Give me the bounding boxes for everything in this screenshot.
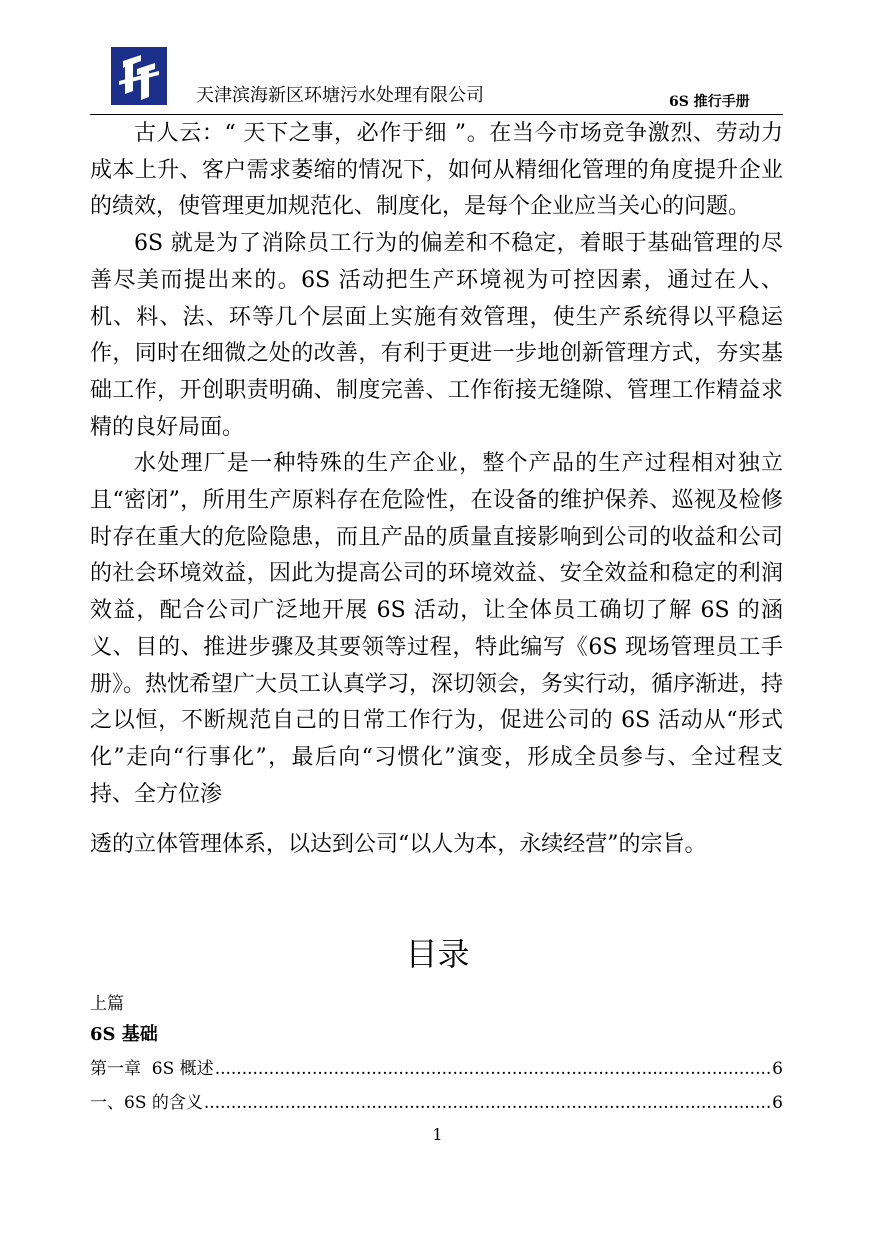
toc-entry-page: 6	[772, 1059, 783, 1079]
paragraph-conclusion: 透的立体管理体系，以达到公司“以人为本，永续经营”的宗旨。	[90, 832, 707, 858]
toc-entry-label: 第一章 6S 概述	[90, 1059, 214, 1079]
toc-part: 上篇	[90, 994, 124, 1014]
preface-text	[90, 116, 783, 864]
paragraph-water-plant: 水处理厂是一种特殊的生产企业，整个产品的生产过程相对独立且“密闭”，所用生产原料存在危险性，在设备的维护保养、巡视及检修时存在重大的危险隐患，而且产品的质量直接影响到公司的收益和公司的社会环境效益，因此为提高公司的环境效益、安全效益和稳定的利润效益，配合公司广泛地开展 6S 活动，让全体员工确切了解 6S 的涵义、目的、推进步骤及其要领等过程，特此编写《6S 现场管理员工手册》。热忱希望广大员工认真学习，深切领会，务实行动，循序渐进，持之以恒，不断规范自己的日常工作行为，促进公司的 6S 活动从“形式化”走向“行事化”，最后向“习惯化”演变，形成全员参与、全过程支持、全方位渗	[90, 451, 784, 807]
toc-entry-page: 6	[772, 1093, 783, 1113]
toc-leader-dots	[215, 1058, 771, 1080]
toc-title: 目录	[405, 935, 470, 973]
toc-entry[interactable]	[90, 1092, 783, 1114]
toc-entry[interactable]	[90, 1058, 783, 1080]
paragraph-intro: 古人云：“ 天下之事，必作于细 ”。在当今市场竞争激烈、劳动力成本上升、客户需求萎缩的情况下，如何从精细化管理的角度提升企业的绩效，使管理更加规范化、制度化，是每个企业应当关心的问题。	[90, 121, 783, 220]
toc-section: 6S 基础	[90, 1024, 158, 1045]
manual-title: 6S 推行手册	[669, 94, 750, 110]
paragraph-6s-purpose: 6S 就是为了消除员工行为的偏差和不稳定，着眼于基础管理的尽善尽美而提出来的。6S 活动把生产环境视为可控因素，通过在人、机、料、法、环等几个层面上实施有效管理，使生产系统得以平稳运作，同时在细微之处的改善，有利于更进一步地创新管理方式，夯实基础工作，开创职责明确、制度完善、工作衔接无缝隙、管理工作精益求精的良好局面。	[90, 231, 783, 440]
toc-entry-label: 一、6S 的含义	[90, 1093, 203, 1113]
page-number: 1	[432, 1125, 443, 1144]
toc-leader-dots	[204, 1092, 771, 1114]
company-name: 天津滨海新区环塘污水处理有限公司	[196, 85, 484, 106]
header-divider	[90, 114, 783, 115]
company-logo	[111, 47, 167, 105]
